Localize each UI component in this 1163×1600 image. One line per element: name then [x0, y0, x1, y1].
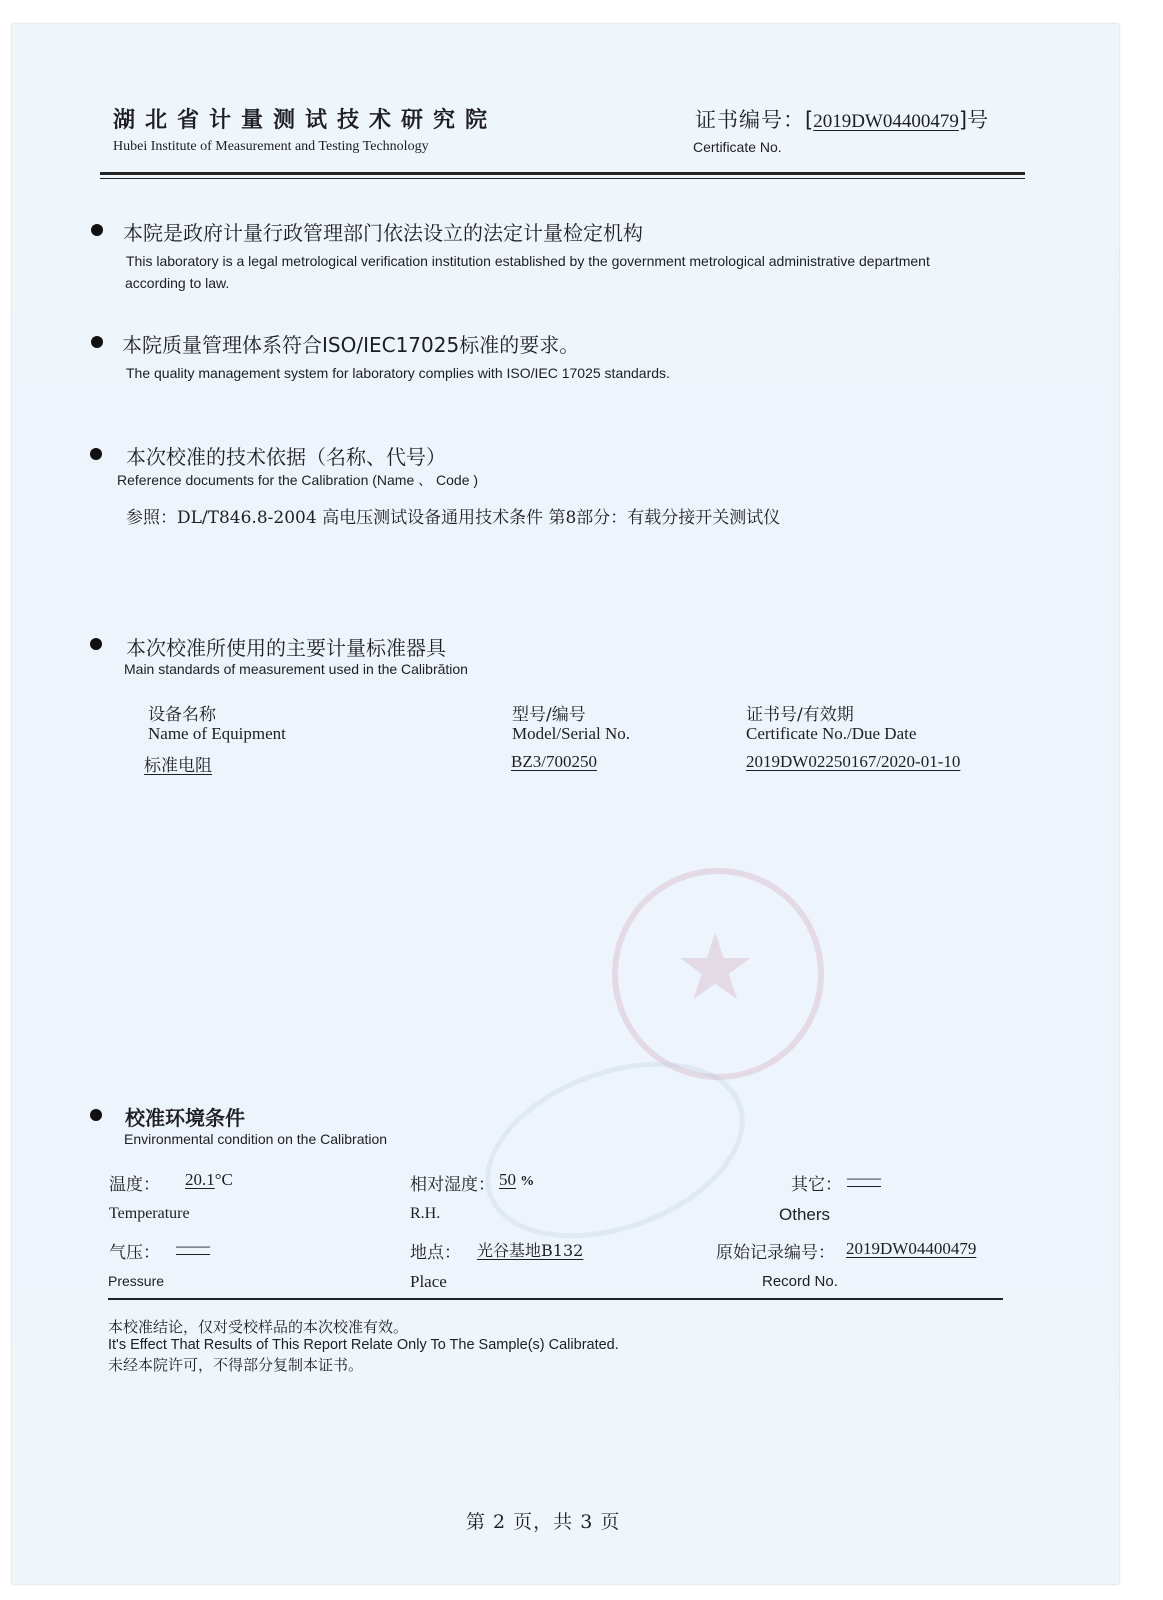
- others-label-en: Others: [779, 1205, 831, 1224]
- seal-star-icon: ★: [674, 917, 757, 1019]
- record-value: 2019DW04400479: [846, 1239, 977, 1258]
- column-header-model-cn: 型号/编号: [512, 705, 586, 725]
- pressure-label-en: Pressure: [108, 1273, 165, 1289]
- temperature-label: 温度：: [109, 1175, 160, 1195]
- column-header-certificate-cn: 证书号/有效期: [746, 705, 854, 725]
- humidity-value: [499, 1170, 534, 1190]
- section-4-heading: 本次校准所使用的主要计量标准器具: [126, 636, 446, 660]
- section-1-text-line1: This laboratory is a legal metrological verification institution established by the government metrological administrative department: [126, 253, 930, 269]
- column-header-model-en: Model/Serial No.: [512, 724, 631, 743]
- place-label-en: Place: [410, 1272, 447, 1291]
- bullet-icon: [90, 638, 102, 650]
- humidity-number: 50: [499, 1170, 516, 1189]
- temperature-label-en: Temperature: [109, 1205, 190, 1222]
- page-number: 第 2 页，共 3 页: [466, 1511, 621, 1533]
- column-header-equipment-cn: 设备名称: [148, 705, 216, 725]
- equipment-certificate: 2019DW02250167/2020-01-10: [746, 752, 961, 771]
- section-2-text: The quality management system for laboratory complies with ISO/IEC 17025 standards.: [126, 365, 670, 381]
- others-label: 其它：: [791, 1175, 842, 1195]
- bullet-icon: [91, 336, 103, 348]
- header-rule-thick: [100, 172, 1025, 175]
- institute-name-en: Hubei Institute of Measurement and Testing Technology: [113, 139, 429, 154]
- bullet-icon: [90, 448, 102, 460]
- section-1-text-line2: according to law.: [125, 275, 230, 291]
- place-label: 地点：: [410, 1243, 461, 1263]
- official-seal: [612, 868, 824, 1080]
- pressure-label: 气压：: [109, 1243, 160, 1263]
- footer-note-3: 未经本院许可，不得部分复制本证书。: [108, 1356, 364, 1374]
- certificate-number-value: 2019DW04400479: [813, 111, 959, 132]
- certificate-suffix: 号: [967, 108, 989, 132]
- section-5-subheading: Environmental condition on the Calibration: [124, 1131, 388, 1147]
- bullet-icon: [90, 1109, 102, 1121]
- bracket-right: ]: [958, 108, 968, 132]
- section-1-heading: 本院是政府计量行政管理部门依法设立的法定计量检定机构: [123, 221, 643, 245]
- record-label-en: Record No.: [762, 1273, 838, 1290]
- temperature-value: [185, 1170, 233, 1190]
- temperature-unit: °C: [214, 1170, 233, 1189]
- institute-name-cn: 湖北省计量测试技术研究院: [113, 108, 498, 133]
- certificate-label-en: Certificate No.: [693, 139, 782, 155]
- equipment-model: BZ3/700250: [511, 752, 597, 771]
- certificate-label-cn: 证书编号：: [695, 108, 805, 132]
- others-value: ——: [847, 1168, 881, 1187]
- bracket-left: [: [805, 108, 814, 132]
- column-header-equipment-en: Name of Equipment: [148, 724, 286, 743]
- humidity-label: 相对湿度：: [410, 1175, 495, 1195]
- footer-rule: [108, 1298, 1003, 1300]
- humidity-unit: %: [520, 1174, 535, 1189]
- reference-document: 参照：DL/T846.8-2004 高电压测试设备通用技术条件 第8部分：有载分接开关测试仪: [126, 508, 781, 528]
- section-5-heading: 校准环境条件: [125, 1106, 245, 1130]
- section-3-heading: 本次校准的技术依据（名称、代号）: [126, 445, 446, 469]
- certificate-number: [695, 104, 988, 134]
- record-label: 原始记录编号：: [716, 1243, 835, 1263]
- section-2-heading: 本院质量管理体系符合ISO/IEC17025标准的要求。: [122, 333, 580, 357]
- column-header-certificate-en: Certificate No./Due Date: [746, 724, 917, 743]
- section-4-subheading: Main standards of measurement used in the Calibrătion: [124, 661, 468, 677]
- bullet-icon: [91, 224, 103, 236]
- temperature-number: 20.1: [185, 1170, 215, 1189]
- equipment-name: 标准电阻: [144, 756, 212, 776]
- pressure-value: ——: [176, 1236, 210, 1255]
- section-3-subheading: Reference documents for the Calibration (Name 、 Code ): [117, 472, 479, 488]
- place-value: 光谷基地B132: [477, 1241, 584, 1260]
- footer-note-1: 本校准结论，仅对受校样品的本次校准有效。: [108, 1318, 409, 1336]
- header-rule-thin: [100, 178, 1025, 179]
- footer-note-2: It's Effect That Results of This Report Relate Only To The Sample(s) Calibrated.: [108, 1337, 619, 1353]
- humidity-label-en: R.H.: [410, 1205, 441, 1222]
